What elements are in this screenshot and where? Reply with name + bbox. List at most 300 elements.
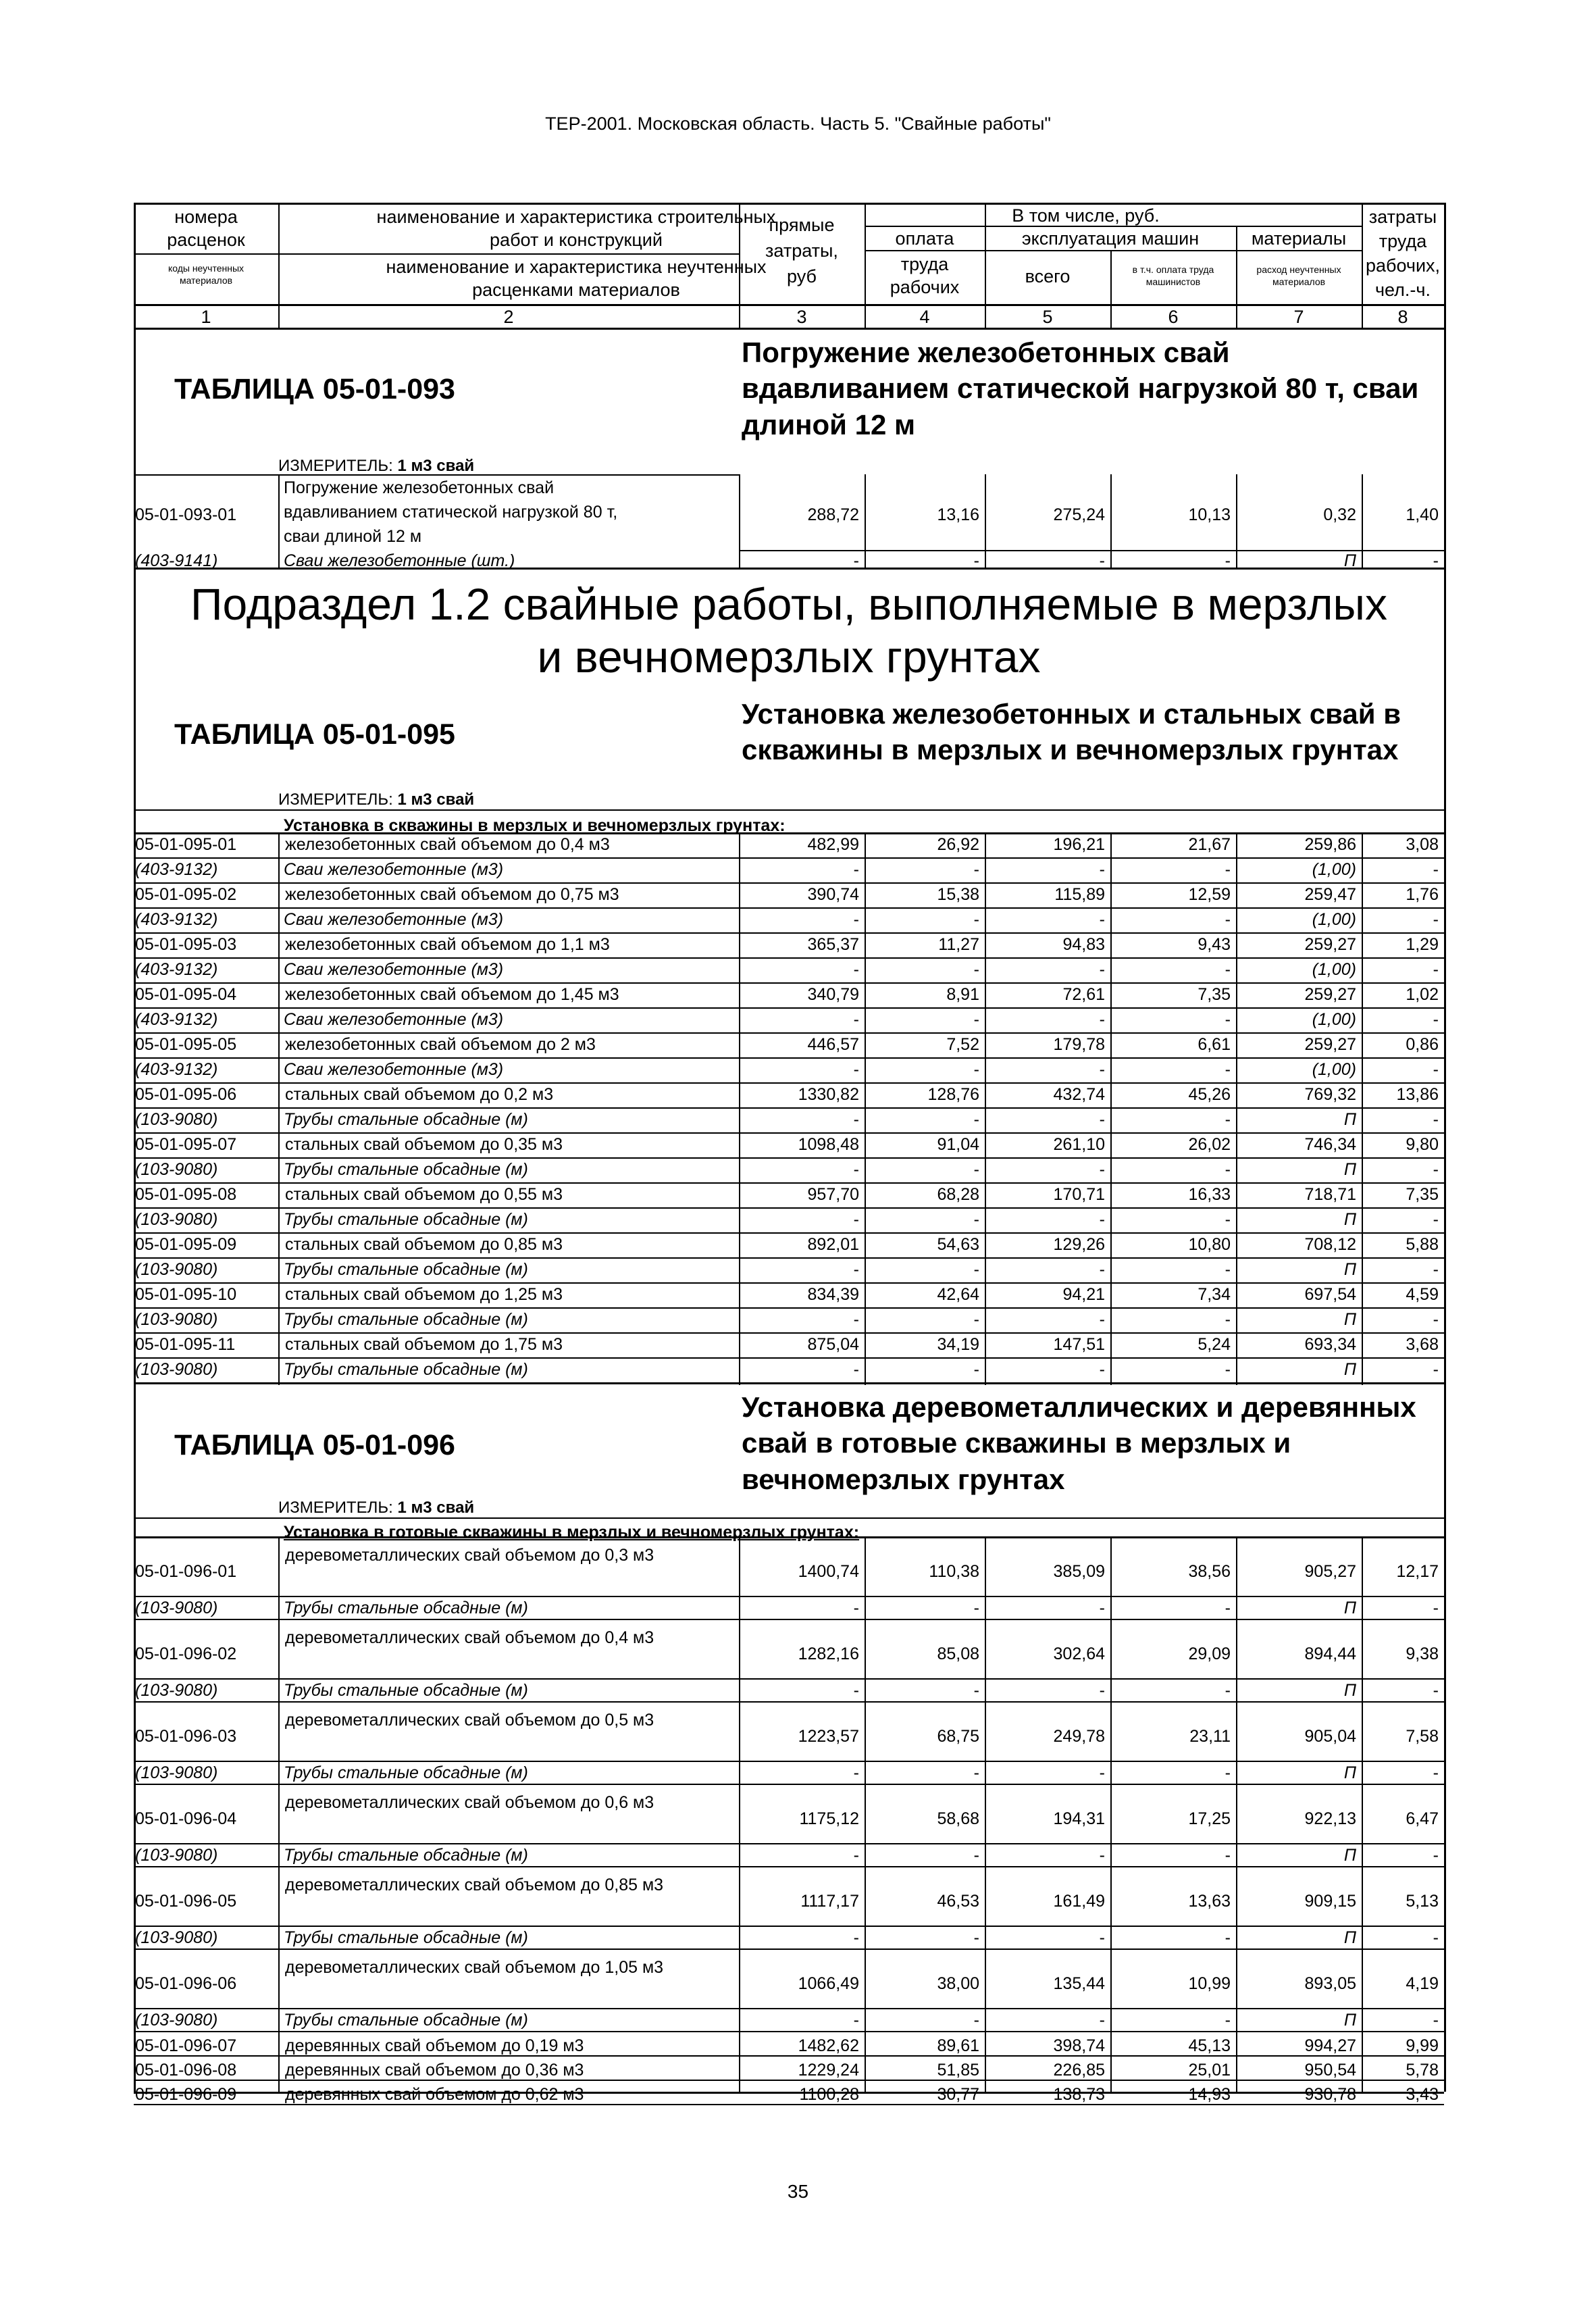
materials-cost: (1,00) [1312, 960, 1356, 979]
table-rule [278, 474, 280, 568]
rate-name: деревянных свай объемом до 0,62 м3 [285, 2085, 584, 2104]
table-rule [134, 328, 1444, 330]
labor-pay: 34,19 [937, 1335, 979, 1354]
machines-total: 226,85 [1053, 2061, 1105, 2080]
materials-cost: П [1343, 1110, 1356, 1129]
rate-code: 05-01-095-07 [135, 1135, 237, 1154]
rate-code: 05-01-095-02 [135, 885, 237, 904]
group-caption-096: Установка в готовые скважины в мерзлых и вечномерзлых грунтах: [284, 1523, 860, 1542]
machinists-pay: 14,93 [1188, 2085, 1231, 2104]
machines-total: - [1099, 1010, 1105, 1029]
machines-total: 129,26 [1053, 1235, 1105, 1254]
rate-code: 05-01-095-01 [135, 835, 237, 854]
machinists-pay: 21,67 [1188, 835, 1231, 854]
table-rule [134, 1926, 1444, 1927]
materials-cost: 746,34 [1304, 1135, 1356, 1154]
labor-pay: 68,75 [937, 1727, 979, 1746]
table-096-meter [278, 1500, 474, 1516]
table-rule [134, 932, 1444, 934]
direct-cost: 1098,48 [798, 1135, 859, 1154]
direct-cost: 390,74 [807, 885, 859, 904]
labor-hours: 9,99 [1406, 2036, 1439, 2055]
direct-cost: - [853, 910, 859, 929]
table-rule [278, 253, 739, 255]
materials-cost: (1,00) [1312, 910, 1356, 929]
column-number: 5 [1042, 307, 1053, 327]
table-rule [739, 474, 740, 568]
header-col1-line2: расценок [167, 230, 245, 250]
labor-pay: - [973, 1763, 979, 1782]
table-rule [134, 907, 1444, 909]
machines-total: - [1099, 1060, 1105, 1079]
machinists-pay: 16,33 [1188, 1185, 1231, 1204]
machines-total: 249,78 [1053, 1727, 1105, 1746]
machines-total: 161,49 [1053, 1892, 1105, 1911]
table-rule [134, 1257, 1444, 1259]
material-name: Сваи железобетонные (м3) [284, 910, 504, 929]
table-rule [134, 2104, 1444, 2105]
machinists-pay: 26,02 [1188, 1135, 1231, 1154]
direct-cost: - [853, 551, 859, 570]
labor-pay: - [973, 1160, 979, 1179]
labor-hours: 0,86 [1406, 1035, 1439, 1054]
labor-pay: 85,08 [937, 1644, 979, 1663]
machines-total: - [1099, 1160, 1105, 1179]
machinists-pay: - [1225, 1110, 1231, 1129]
meter-label: ИЗМЕРИТЕЛЬ: [278, 790, 393, 809]
labor-hours: - [1433, 1360, 1439, 1379]
labor-hours: - [1433, 910, 1439, 929]
table-rule [865, 250, 1362, 251]
table-rule [1110, 832, 1112, 1385]
header-col8-line2: труда [1379, 231, 1427, 251]
direct-cost: 1066,49 [798, 1974, 859, 1993]
header-col3-line2: затраты, [765, 241, 838, 261]
meter-value: 1 м3 свай [397, 457, 475, 475]
labor-pay: 15,38 [937, 885, 979, 904]
machines-total: 432,74 [1053, 1085, 1105, 1104]
page-header: ТЕР-2001. Московская область. Часть 5. "Свайные работы" [545, 114, 1051, 134]
materials-cost: П [1343, 1210, 1356, 1229]
table-rule [134, 1232, 1444, 1234]
machines-total: 72,61 [1062, 985, 1105, 1004]
table-rule [134, 1596, 1444, 1597]
materials-cost: (1,00) [1312, 860, 1356, 879]
labor-hours: 3,68 [1406, 1335, 1439, 1354]
materials-cost: 259,47 [1304, 885, 1356, 904]
direct-cost: 1117,17 [800, 1892, 859, 1911]
labor-pay: - [973, 1060, 979, 1079]
rate-code: 05-01-096-03 [135, 1727, 237, 1746]
labor-hours: - [1433, 1210, 1439, 1229]
material-name: Сваи железобетонные (м3) [284, 1010, 504, 1029]
header-col2-line1: наименование и характеристика строительных [376, 207, 776, 227]
machines-total: - [1099, 1928, 1105, 1947]
labor-hours: - [1433, 1060, 1439, 1079]
column-number: 2 [503, 307, 514, 327]
table-rule [134, 203, 1444, 205]
table-rule [134, 1357, 1444, 1359]
machinists-pay: - [1225, 1210, 1231, 1229]
machinists-pay: - [1225, 2011, 1231, 2030]
direct-cost: 834,39 [807, 1285, 859, 1304]
header-col7-sub2: материалов [1272, 276, 1326, 287]
machinists-pay: 17,25 [1188, 1809, 1231, 1828]
rate-name: железобетонных свай объемом до 2 м3 [285, 1035, 596, 1054]
material-code: (103-9080) [135, 2011, 218, 2030]
table-095-meter [278, 792, 474, 808]
labor-pay: - [973, 1010, 979, 1029]
labor-hours: 3,43 [1406, 2085, 1439, 2104]
labor-pay: - [973, 910, 979, 929]
material-name: Трубы стальные обсадные (м) [284, 1110, 528, 1129]
table-rule [134, 1332, 1444, 1334]
machines-total: - [1099, 551, 1105, 570]
table-rule [134, 1282, 1444, 1284]
table-rule [1362, 474, 1363, 568]
machinists-pay: - [1225, 551, 1231, 570]
machines-total: 196,21 [1053, 835, 1105, 854]
labor-pay: - [973, 960, 979, 979]
labor-pay: 54,63 [937, 1235, 979, 1254]
rate-code: 05-01-096-08 [135, 2061, 237, 2080]
header-incl: В том числе, руб. [1012, 205, 1160, 226]
table-093-meter [278, 458, 474, 474]
rate-code: 05-01-095-11 [135, 1335, 236, 1354]
header-machines: эксплуатация машин [1021, 228, 1200, 249]
table-rule [1444, 203, 1446, 2092]
material-name: Сваи железобетонные (м3) [284, 960, 504, 979]
labor-pay: - [973, 1260, 979, 1279]
machinists-pay: 23,11 [1189, 1727, 1231, 1746]
direct-cost: - [853, 860, 859, 879]
table-096-title: Установка деревометаллических и деревянных свай в готовые скважины в мерзлых и вечномерзлых грунтах [742, 1391, 1416, 1495]
header-col1-sub1: коды неучтенных [168, 263, 244, 274]
material-name: Трубы стальные обсадные (м) [284, 1310, 528, 1329]
labor-pay: 128,76 [927, 1085, 979, 1104]
labor-pay: 89,61 [937, 2036, 979, 2055]
machinists-pay: 45,13 [1188, 2036, 1231, 2055]
labor-hours: - [1433, 1681, 1439, 1700]
labor-hours: 4,59 [1406, 1285, 1439, 1304]
table-rule [134, 2055, 1444, 2057]
header-col4-line3: рабочих [890, 277, 960, 297]
material-name: Трубы стальные обсадные (м) [284, 1763, 528, 1782]
direct-cost: 1223,57 [798, 1727, 859, 1746]
rate-name: стальных свай объемом до 0,55 м3 [285, 1185, 563, 1204]
material-name: Трубы стальные обсадные (м) [284, 1210, 528, 1229]
labor-hours: - [1433, 1310, 1439, 1329]
table-rule [278, 832, 280, 1385]
materials-cost: 259,27 [1304, 1035, 1356, 1054]
machinists-pay: 7,34 [1198, 1285, 1231, 1304]
machines-total: 115,89 [1054, 885, 1105, 904]
materials-cost: 930,78 [1304, 2085, 1356, 2104]
rate-code: 05-01-095-03 [135, 935, 237, 954]
table-rule [134, 857, 1444, 859]
rate-name: стальных свай объемом до 1,75 м3 [285, 1335, 563, 1354]
header-col4-line2: труда [900, 254, 949, 274]
materials-cost: 994,27 [1304, 2036, 1356, 2055]
column-number: 1 [201, 307, 211, 327]
machinists-pay: - [1225, 1681, 1231, 1700]
machines-total: 170,71 [1053, 1185, 1105, 1204]
material-code: (103-9080) [135, 1210, 218, 1229]
labor-hours: 6,47 [1406, 1809, 1439, 1828]
materials-cost: П [1343, 551, 1356, 570]
table-rule [278, 203, 280, 328]
rate-code: 05-01-095-05 [135, 1035, 237, 1054]
meter-value: 1 м3 свай [397, 1499, 475, 1517]
direct-cost: 446,57 [807, 1035, 859, 1054]
machinists-pay: 38,56 [1188, 1562, 1231, 1581]
material-name: Трубы стальные обсадные (м) [284, 1928, 528, 1947]
direct-cost: 1100,28 [799, 2085, 859, 2104]
machinists-pay: 10,13 [1188, 505, 1231, 524]
rate-code: 05-01-095-10 [135, 1285, 237, 1304]
machines-total: 275,24 [1053, 505, 1105, 524]
table-rule [134, 474, 739, 476]
machines-total: 135,44 [1053, 1974, 1105, 1993]
machines-total: - [1099, 1681, 1105, 1700]
machines-total: 179,78 [1053, 1035, 1105, 1054]
labor-pay: 68,28 [937, 1185, 979, 1204]
machines-total: 94,21 [1062, 1285, 1105, 1304]
labor-pay: - [973, 1310, 979, 1329]
rate-name: деревометаллических свай объемом до 1,05 м3 [285, 1958, 664, 1977]
labor-pay: 42,64 [937, 1285, 979, 1304]
direct-cost: 1229,24 [798, 2061, 859, 2080]
labor-hours: - [1433, 1260, 1439, 1279]
rate-name: деревянных свай объемом до 0,19 м3 [285, 2036, 584, 2055]
machinists-pay: - [1225, 860, 1231, 879]
header-col2-line2: работ и конструкций [490, 230, 663, 250]
table-rule [134, 882, 1444, 884]
materials-cost: 950,54 [1304, 2061, 1356, 2080]
labor-pay: 110,38 [929, 1562, 979, 1581]
header-col8-line1: затраты [1368, 207, 1437, 227]
header-col4-line1: оплата [895, 228, 954, 249]
header-col3-line3: руб [787, 266, 817, 286]
direct-cost: - [853, 1060, 859, 1079]
labor-pay: 8,91 [946, 985, 979, 1004]
materials-cost: П [1343, 1846, 1356, 1865]
material-name: Сваи железобетонные (м3) [284, 1060, 504, 1079]
labor-hours: - [1433, 1160, 1439, 1179]
materials-cost: 718,71 [1304, 1185, 1356, 1204]
direct-cost: - [853, 1110, 859, 1129]
machinists-pay: - [1225, 1160, 1231, 1179]
material-code: (103-9080) [135, 1110, 218, 1129]
header-col5: всего [1025, 266, 1071, 286]
machines-total: - [1099, 1360, 1105, 1379]
header-materials: материалы [1251, 228, 1347, 249]
table-rule [134, 809, 1444, 811]
table-rule [134, 2092, 1444, 2094]
table-rule [134, 1107, 1444, 1109]
table-rule [865, 203, 866, 328]
machinists-pay: 25,01 [1188, 2061, 1231, 2080]
labor-hours: 5,88 [1406, 1235, 1439, 1254]
direct-cost: - [853, 1599, 859, 1617]
table-rule [985, 832, 986, 1385]
direct-cost: 1282,16 [798, 1644, 859, 1663]
material-name: Трубы стальные обсадные (м) [284, 1846, 528, 1865]
labor-hours: 7,58 [1406, 1727, 1439, 1746]
materials-cost: 909,15 [1304, 1892, 1356, 1911]
table-rule [985, 474, 986, 568]
table-rule [865, 474, 866, 568]
labor-hours: 1,02 [1406, 985, 1439, 1004]
labor-hours: - [1433, 860, 1439, 879]
material-code: (103-9080) [135, 1681, 218, 1700]
table-rule [134, 1057, 1444, 1059]
labor-pay: - [973, 1846, 979, 1865]
labor-pay: - [973, 2011, 979, 2030]
labor-pay: 30,77 [937, 2085, 979, 2104]
table-rule [134, 982, 1444, 984]
machinists-pay: - [1225, 1846, 1231, 1865]
table-rule [865, 226, 1362, 227]
material-code: (103-9080) [135, 1846, 218, 1865]
direct-cost: 892,01 [807, 1235, 859, 1254]
rate-name: железобетонных свай объемом до 0,75 м3 [285, 885, 619, 904]
labor-pay: - [973, 551, 979, 570]
direct-cost: - [853, 1260, 859, 1279]
direct-cost: - [853, 960, 859, 979]
header-col2-line3: наименование и характеристика неучтенных [386, 257, 767, 277]
direct-cost: 957,70 [807, 1185, 859, 1204]
table-rule [134, 1619, 1444, 1620]
machines-total: - [1099, 1846, 1105, 1865]
material-name: Трубы стальные обсадные (м) [284, 1160, 528, 1179]
material-code: (403-9132) [135, 960, 218, 979]
materials-cost: 922,13 [1304, 1809, 1356, 1828]
labor-hours: 9,38 [1406, 1644, 1439, 1663]
labor-pay: 38,00 [937, 1974, 979, 1993]
machines-total: - [1099, 910, 1105, 929]
column-number: 3 [796, 307, 807, 327]
meter-label: ИЗМЕРИТЕЛЬ: [278, 1499, 393, 1517]
rate-name: железобетонных свай объемом до 1,1 м3 [285, 935, 610, 954]
table-rule [134, 1157, 1444, 1159]
materials-cost: 697,54 [1304, 1285, 1356, 1304]
labor-hours: 3,08 [1406, 835, 1439, 854]
machines-total: 94,83 [1062, 935, 1105, 954]
labor-pay: 11,27 [938, 935, 979, 954]
material-name: Сваи железобетонные (шт.) [284, 551, 515, 570]
machinists-pay: 10,99 [1188, 1974, 1231, 1993]
machinists-pay: - [1225, 1360, 1231, 1379]
materials-cost: 259,27 [1304, 985, 1356, 1004]
material-name: Трубы стальные обсадные (м) [284, 1260, 528, 1279]
rate-code: 05-01-096-04 [135, 1809, 237, 1828]
table-rule [134, 1678, 1444, 1680]
materials-cost: 693,34 [1304, 1335, 1356, 1354]
column-number: 6 [1168, 307, 1179, 327]
table-rule [739, 832, 740, 1385]
machines-total: 147,51 [1053, 1335, 1105, 1354]
table-rule [134, 1382, 1444, 1384]
materials-cost: П [1343, 1260, 1356, 1279]
labor-hours: - [1433, 960, 1439, 979]
machines-total: 261,10 [1053, 1135, 1105, 1154]
direct-cost: - [853, 1846, 859, 1865]
column-number: 7 [1293, 307, 1304, 327]
materials-cost: 708,12 [1304, 1235, 1356, 1254]
material-name: Трубы стальные обсадные (м) [284, 1360, 528, 1379]
machines-total: - [1099, 1210, 1105, 1229]
table-rule [1236, 832, 1237, 1385]
labor-pay: - [973, 1928, 979, 1947]
labor-hours: - [1433, 1010, 1439, 1029]
rate-code: 05-01-095-04 [135, 985, 237, 1004]
direct-cost: 482,99 [807, 835, 859, 854]
labor-hours: 5,78 [1406, 2061, 1439, 2080]
rate-code: 05-01-096-06 [135, 1974, 237, 1993]
table-rule [1362, 203, 1363, 328]
table-rule [134, 1948, 1444, 1950]
material-code: (103-9080) [135, 1310, 218, 1329]
machinists-pay: - [1225, 1010, 1231, 1029]
material-name: Трубы стальные обсадные (м) [284, 1681, 528, 1700]
rate-name: стальных свай объемом до 1,25 м3 [285, 1285, 563, 1304]
materials-cost: 894,44 [1304, 1644, 1356, 1663]
material-name: Трубы стальные обсадные (м) [284, 1599, 528, 1617]
table-rule [134, 1843, 1444, 1844]
table-rule [1110, 250, 1112, 328]
materials-cost: 0,32 [1323, 505, 1356, 524]
material-code: (403-9132) [135, 910, 218, 929]
table-rule [739, 550, 1444, 551]
materials-cost: (1,00) [1312, 1060, 1356, 1079]
direct-cost: - [853, 1928, 859, 1947]
machinists-pay: - [1225, 910, 1231, 929]
machinists-pay: 9,43 [1198, 935, 1231, 954]
rate-name: деревометаллических свай объемом до 0,5 м3 [285, 1711, 654, 1730]
labor-pay: - [973, 1210, 979, 1229]
direct-cost: 1175,12 [799, 1809, 859, 1828]
material-code: (103-9080) [135, 1160, 218, 1179]
direct-cost: - [853, 1763, 859, 1782]
table-rule [134, 2008, 1444, 2009]
material-code: (103-9080) [135, 1360, 218, 1379]
machinists-pay: 13,63 [1188, 1892, 1231, 1911]
labor-hours: - [1433, 551, 1439, 570]
materials-cost: П [1343, 1310, 1356, 1329]
rate-code: 05-01-096-07 [135, 2036, 237, 2055]
materials-cost: (1,00) [1312, 1010, 1356, 1029]
table-rule [134, 568, 1444, 570]
machines-total: - [1099, 1310, 1105, 1329]
labor-hours: - [1433, 2011, 1439, 2030]
table-rule [134, 203, 136, 2092]
table-rule [1236, 226, 1237, 328]
table-093-name: ТАБЛИЦА 05-01-093 [174, 373, 455, 405]
machines-total: 194,31 [1053, 1809, 1105, 1828]
direct-cost: 288,72 [807, 505, 859, 524]
page-number: 35 [787, 2181, 809, 2202]
machinists-pay: - [1225, 1928, 1231, 1947]
materials-cost: 893,05 [1304, 1974, 1356, 1993]
table-rule [134, 1536, 1444, 1538]
labor-hours: 5,13 [1406, 1892, 1439, 1911]
table-rule [1110, 474, 1112, 568]
labor-pay: 58,68 [937, 1809, 979, 1828]
table-rule [134, 253, 278, 255]
direct-cost: - [853, 2011, 859, 2030]
rate-name: деревометаллических свай объемом до 0,6 м3 [285, 1793, 654, 1812]
